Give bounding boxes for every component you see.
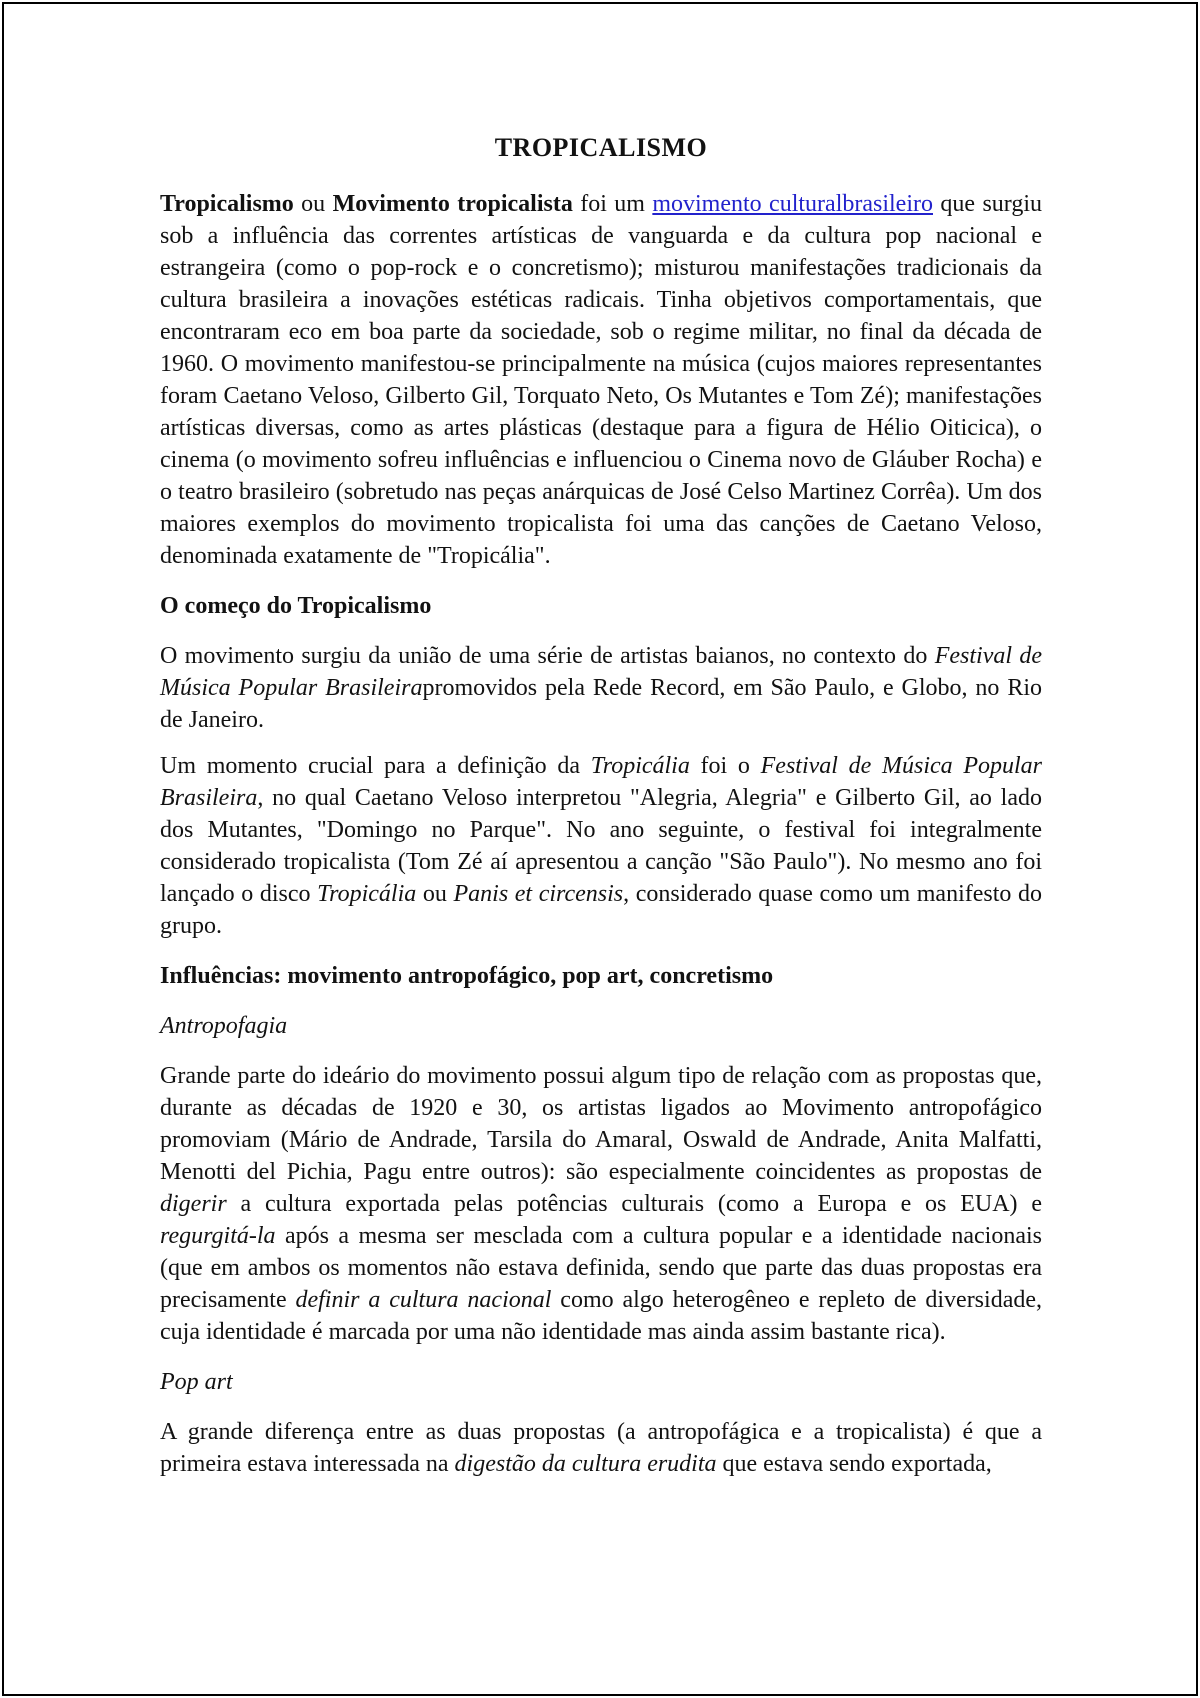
text-run: a cultura exportada pelas potências culturais (como a Europa e os EUA) e — [226, 1191, 1042, 1217]
text-run: Tropicália — [317, 881, 417, 907]
subsection-heading: Antropofagia — [160, 1013, 288, 1039]
text-run: Um momento crucial para a definição da — [160, 753, 591, 779]
text-run: Panis et circensis — [453, 881, 624, 907]
text-run: O movimento surgiu da união de uma série de artistas baianos, no contexto do — [160, 643, 935, 669]
paragraph — [160, 640, 1042, 736]
section-heading: O começo do Tropicalismo — [160, 593, 432, 619]
text-run: Festival de Música Popular Brasileira — [160, 643, 1042, 701]
text-run: digerir — [160, 1191, 227, 1217]
text-run: Tropicália — [590, 753, 690, 779]
text-run: Festival de Música Popular Brasileira — [160, 753, 1043, 811]
paragraph — [160, 750, 1042, 942]
text-run: regurgitá-la — [160, 1223, 276, 1249]
text-run: Movimento tropicalista — [332, 191, 573, 217]
text-run: definir a cultura nacional — [295, 1287, 552, 1313]
text-run: foi um — [572, 191, 653, 217]
paragraph — [160, 188, 1042, 572]
paragraph — [160, 1416, 1042, 1480]
text-run: como algo heterogêneo e repleto de diversidade, cuja identidade é marcada por uma não identidade mas ainda assim bastante rica). — [160, 1287, 1042, 1345]
text-run: ou — [293, 191, 333, 217]
text-run: ou — [416, 881, 454, 907]
document-title: TROPICALISMO — [494, 133, 708, 162]
text-run: foi o — [689, 753, 761, 779]
document-body — [160, 188, 1042, 1480]
text-run: Grande parte do ideário do movimento possui algum tipo de relação com as propostas que, durante as décadas de 1920 e 30, os artistas ligados ao Movimento antropofágico promoviam (Mário de Andrade, Tarsila do Amaral, Oswald de Andrade, Anita Malfatti, Menotti del Pichia, Pagu entre outros): são especialmente coincidentes as propostas de — [160, 1063, 1042, 1185]
text-run: promovidos pela Rede Record, em São Paulo, e Globo, no Rio de Janeiro. — [160, 675, 1042, 733]
text-run: após a mesma ser mesclada com a cultura popular e a identidade nacionais (que em ambos os momentos não estava definida, sendo que parte das duas propostas era precisamente — [160, 1223, 1042, 1313]
subsection-heading: Pop art — [160, 1369, 233, 1395]
text-run: A grande diferença entre as duas propostas (a antropofágica e a tropicalista) é que a primeira estava interessada na — [160, 1419, 1042, 1477]
text-run: digestão da cultura erudita — [454, 1451, 717, 1477]
text-run: que estava sendo exportada, — [716, 1451, 992, 1477]
text-run: Tropicalismo — [160, 191, 294, 217]
section-heading: Influências: movimento antropofágico, pop art, concretismo — [160, 963, 774, 989]
page-content — [160, 132, 1042, 1494]
paragraph — [160, 1060, 1042, 1348]
text-run: que surgiu sob a influência das correntes artísticas de vanguarda e da cultura pop nacional e estrangeira (como o pop-rock e o concretismo); misturou manifestações tradicionais da cultura brasileira a inovações estéticas radicais. Tinha objetivos comportamentais, que encontraram eco em boa parte da sociedade, sob o regime militar, no final da década de 1960. O movimento manifestou-se principalmente na música (cujos maiores representantes foram Caetano Veloso, Gilberto Gil, Torquato Neto, Os Mutantes e Tom Zé); manifestações artísticas diversas, como as artes plásticas (destaque para a figura de Hélio Oiticica), o cinema (o movimento sofreu influências e influenciou o Cinema novo de Gláuber Rocha) e o teatro brasileiro (sobretudo nas peças anárquicas de José Celso Martinez Corrêa). Um dos maiores exemplos do movimento tropicalista foi uma das canções de Caetano Veloso, denominada exatamente de "Tropicália". — [160, 191, 1043, 569]
text-run: , considerado quase como um manifesto do grupo. — [160, 881, 1043, 939]
text-run: , no qual Caetano Veloso interpretou "Alegria, Alegria" e Gilberto Gil, ao lado dos Mutantes, "Domingo no Parque". No ano seguinte, o festival foi integralmente considerado tropicalista (Tom Zé aí apresentou a canção "São Paulo"). No mesmo ano foi lançado o disco — [160, 785, 1042, 907]
hyperlink[interactable]: movimento culturalbrasileiro — [652, 191, 933, 217]
